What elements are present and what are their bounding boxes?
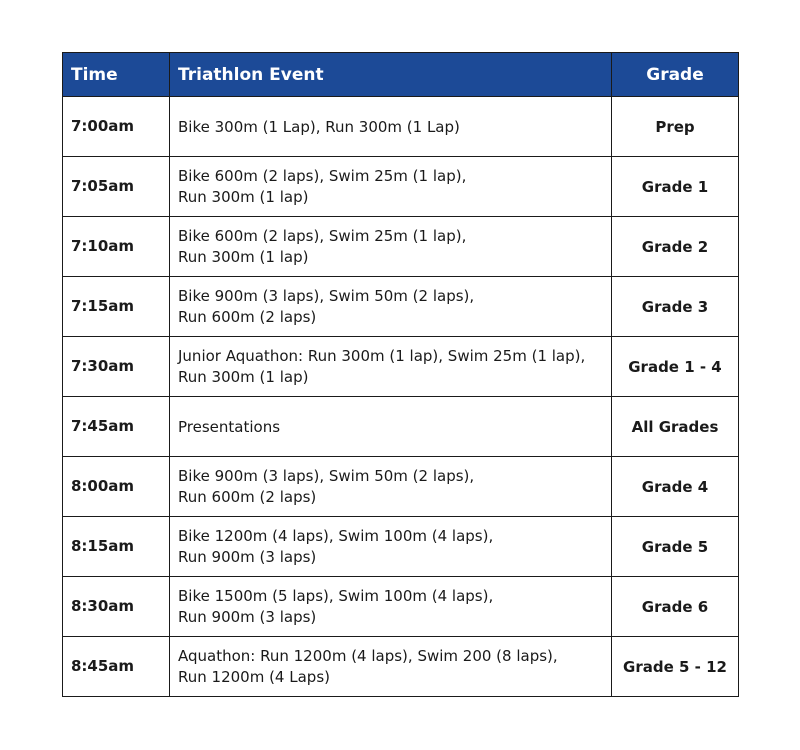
event-line: Run 1200m (4 Laps): [178, 668, 330, 686]
cell-event: [170, 457, 612, 517]
table-row: [63, 217, 739, 277]
cell-time: 7:05am: [63, 157, 170, 217]
event-line: Presentations: [178, 417, 281, 436]
table-row: [63, 637, 739, 697]
table-row: [63, 517, 739, 577]
cell-time: 7:45am: [63, 397, 170, 457]
cell-event: [170, 337, 612, 397]
table-header: [63, 53, 739, 97]
event-line: Junior Aquathon: Run 300m (1 lap), Swim 25m (1 lap),: [178, 347, 586, 365]
event-line: Run 900m (3 laps): [178, 608, 317, 626]
cell-grade: Grade 6: [612, 577, 739, 637]
cell-grade: Grade 1 - 4: [612, 337, 739, 397]
event-line: Run 300m (1 lap): [178, 248, 309, 266]
table-row: [63, 337, 739, 397]
event-line: Bike 1500m (5 laps), Swim 100m (4 laps),: [178, 587, 494, 605]
event-line: Bike 600m (2 laps), Swim 25m (1 lap),: [178, 167, 467, 185]
event-line: Run 600m (2 laps): [178, 488, 317, 506]
cell-grade: All Grades: [612, 397, 739, 457]
table-row: [63, 157, 739, 217]
cell-time: 8:15am: [63, 517, 170, 577]
table-row: [63, 397, 739, 457]
event-line: Bike 600m (2 laps), Swim 25m (1 lap),: [178, 227, 467, 245]
cell-grade: Grade 5: [612, 517, 739, 577]
table-row: [63, 577, 739, 637]
cell-time: 8:30am: [63, 577, 170, 637]
cell-time: 7:15am: [63, 277, 170, 337]
header-time: Time: [63, 53, 170, 97]
cell-event: [170, 217, 612, 277]
cell-time: 7:30am: [63, 337, 170, 397]
cell-event: [170, 97, 612, 157]
cell-event: [170, 637, 612, 697]
event-line: Aquathon: Run 1200m (4 laps), Swim 200 (8 laps),: [178, 647, 558, 665]
header-grade: Grade: [612, 53, 739, 97]
cell-grade: Prep: [612, 97, 739, 157]
schedule-table: [62, 52, 739, 697]
header-row: [63, 53, 739, 97]
cell-grade: Grade 3: [612, 277, 739, 337]
event-line: Run 300m (1 lap): [178, 368, 309, 386]
event-line: Bike 1200m (4 laps), Swim 100m (4 laps),: [178, 527, 494, 545]
cell-grade: Grade 5 - 12: [612, 637, 739, 697]
event-line: Bike 300m (1 Lap), Run 300m (1 Lap): [178, 117, 460, 136]
event-line: Run 300m (1 lap): [178, 188, 309, 206]
event-line: Run 900m (3 laps): [178, 548, 317, 566]
cell-time: 8:00am: [63, 457, 170, 517]
cell-event: [170, 157, 612, 217]
cell-time: 8:45am: [63, 637, 170, 697]
cell-grade: Grade 2: [612, 217, 739, 277]
cell-grade: Grade 1: [612, 157, 739, 217]
cell-time: 7:10am: [63, 217, 170, 277]
cell-event: [170, 517, 612, 577]
table-row: [63, 457, 739, 517]
event-line: Bike 900m (3 laps), Swim 50m (2 laps),: [178, 467, 475, 485]
cell-time: 7:00am: [63, 97, 170, 157]
table-row: [63, 97, 739, 157]
event-line: Run 600m (2 laps): [178, 308, 317, 326]
cell-grade: Grade 4: [612, 457, 739, 517]
cell-event: [170, 277, 612, 337]
cell-event: [170, 577, 612, 637]
header-triathlon-event: Triathlon Event: [170, 53, 612, 97]
table-row: [63, 277, 739, 337]
table-body: [63, 97, 739, 697]
cell-event: [170, 397, 612, 457]
event-line: Bike 900m (3 laps), Swim 50m (2 laps),: [178, 287, 475, 305]
